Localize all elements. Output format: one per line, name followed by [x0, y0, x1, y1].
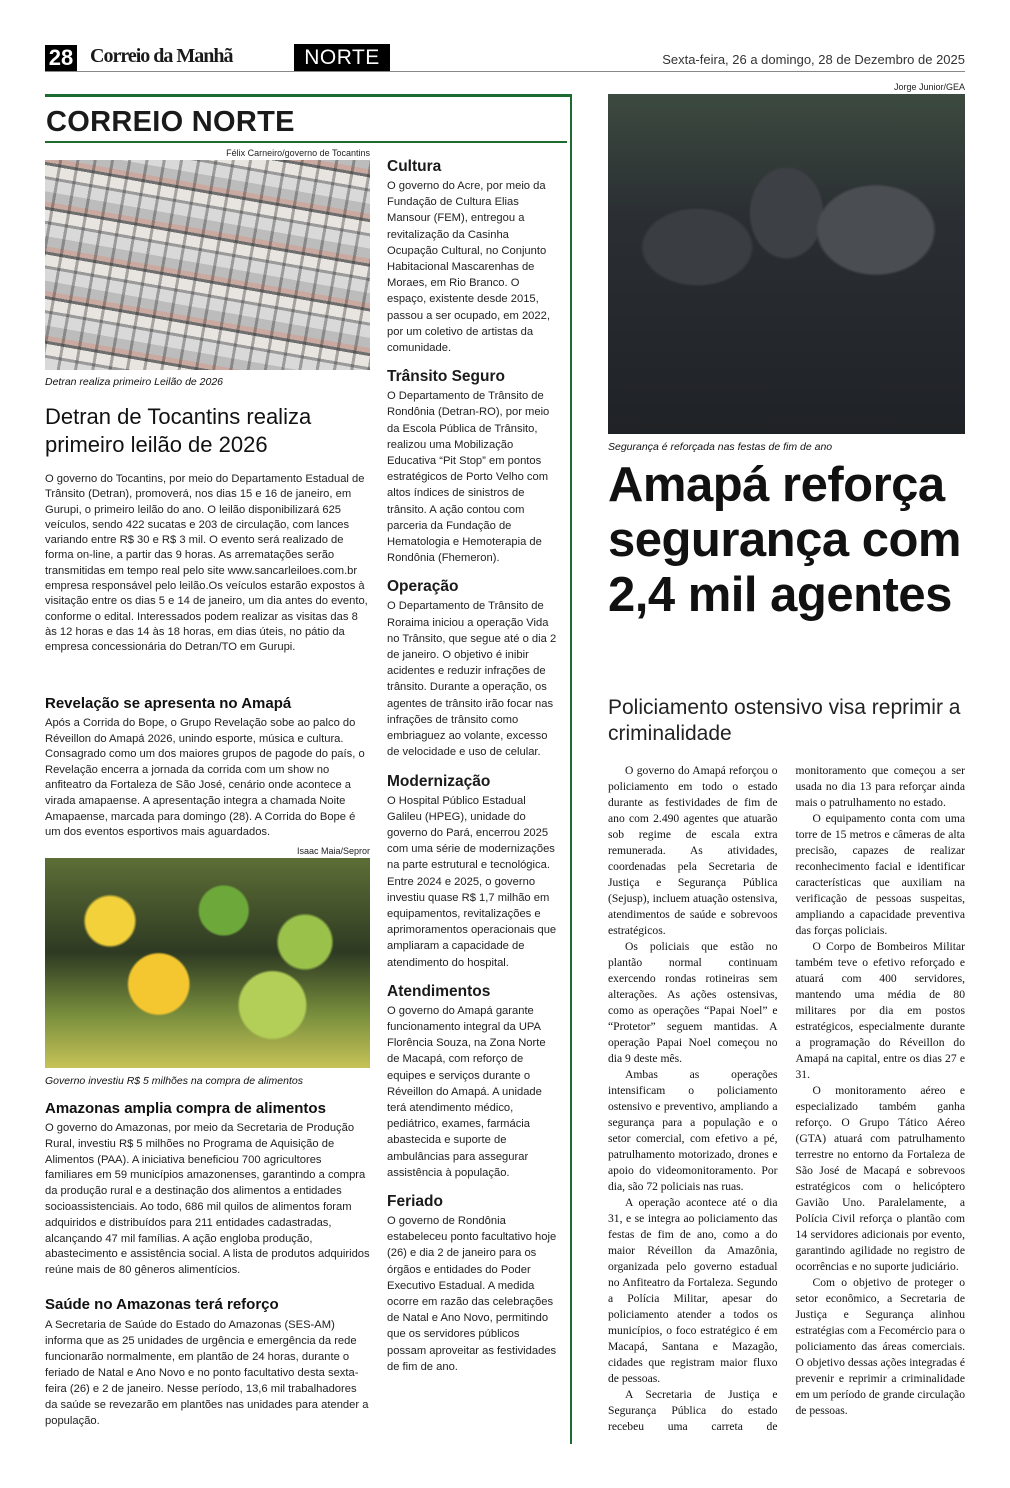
paragraph: O monitoramento aéreo e especializado também ganha reforço. O Grupo Tático Aéreo (GTA) atuará com patrulhamento terrestre no entorno da Fortaleza de São José de Macapá e sobrevoos estratégicos com o helicóptero Gavião Uno. Paralelamente, a Polícia Civil reforça o plantão com 14 servidores adicionais por evento, garantindo agilidade no registro de ocorrências e no suporte judiciário.: [795, 1084, 965, 1273]
section-kicker: CORREIO NORTE: [46, 106, 295, 138]
story-body: Após a Corrida do Bope, o Grupo Revelação sobe ao palco do Réveillon do Amapá 2026, unindo esporte, música e cultura. Consagrado como um dos maiores grupos de pagode do país, o Revelação encerra a jornada da corrida com um show no anfiteatro da Fortaleza de São José, cenário onde acontece a virada amapaense. A apresentação integra a chamada Noite Amapaense, marcada para domingo (28). A Corrida do Bope é um dos eventos esportivos mais aguardados.: [45, 717, 365, 839]
brief-body: O Departamento de Trânsito de Roraima iniciou a operação Vida no Trânsito, que segue até o dia 2 de janeiro. O objetivo é inibir acidentes e reduzir infrações de trânsito. Durante a operação, os agentes de trânsito irão focar nas infrações de trânsito como embriaguez ao volante, excesso de velocidade e uso de celular.: [387, 600, 557, 759]
brief-title: Modernização: [387, 772, 491, 790]
paragraph: Com o objetivo de proteger o setor econômico, a Secretaria de Justiça e Segurança alinhou estratégias com a Fecomércio para o policiamento das áreas comerciais. O objetivo dessas ações integradas é prevenir e reprimir a criminalidade em um período de grande circulação de pessoas.: [795, 1276, 965, 1417]
main-headline: Amapá reforça segurança com 2,4 mil agentes: [608, 458, 961, 622]
kicker-underline: [45, 141, 567, 143]
paragraph: A operação acontece até o dia 31, e se integra ao policiamento das festas de fim de ano, como a do maior Réveillon da Amazônia, organizada pelo governo estadual no Anfiteatro da Fortaleza. Segundo a Polícia Militar, apesar do policiamento atender a todos os municípios, o foco estratégico é em Macapá, Santana e Mazagão, cidades que registram maior fluxo de pessoas.: [608, 1196, 778, 1385]
brief-notes-column: [387, 157, 557, 1386]
paragraph: O governo do Amapá reforçou o policiamento em todo o estado durante as festividades de fim de ano com 2.490 agentes que atuarão sob regime de escala extra remunerada. As atividades, coordenadas pela Secretaria de Justiça e Segurança Pública (Sejusp), incluem atuação ostensiva, atendimentos de saúde e sobrevoos estratégicos.: [608, 764, 778, 937]
main-subtitle: Policiamento ostensivo visa reprimir a criminalidade: [608, 696, 961, 745]
brief-note: [387, 157, 557, 356]
article-headline: Detran de Tocantins realiza primeiro leilão de 2026: [45, 404, 312, 457]
brief-title: Atendimentos: [387, 982, 491, 1000]
brief-body: O Departamento de Trânsito de Rondônia (Detran-RO), por meio da Escola Pública de Trânsito, realizou uma Mobilização Educativa “Pit Stop” em pontos estratégicos de Porto Velho com altos índices de sinistros de trânsito. A ação contou com parceria da Fundação de Hematologia e Hemoterapia de Rondônia (Fhemeron).: [387, 390, 550, 565]
header-divider: [45, 71, 965, 72]
brief-body: O Hospital Público Estadual Galileu (HPEG), unidade do governo do Pará, encerrou 2025 com uma série de modernizações na parte estrutural e tecnológica. Entre 2024 e 2025, o governo investiu quase R$ 1,7 milhão em equipamentos, revitalizações e aprimoramentos operacionais que ampliaram a capacidade de atendimento do hospital.: [387, 794, 557, 969]
photo-credit: Félix Carneiro/governo de Tocantins: [226, 148, 370, 158]
brief-note: [387, 367, 557, 566]
section-frame-top: [45, 94, 572, 97]
brief-body: O governo de Rondônia estabeleceu ponto facultativo hoje (26) e dia 2 de janeiro para os órgãos e entidades do Poder Executivo Estadual. A medida ocorre em razão das celebrações de Natal e Ano Novo, permitindo que os servidores públicos possam aproveitar as festividades de fim de ano.: [387, 1214, 557, 1373]
paragraph: Os policiais que estão no plantão normal continuam exercendo rondas rotineiras sem alterações. As ações ostensivas, como as operações “Papai Noel” e “Protetor” seguem mantidas. A operação Papai Noel começou no dia 9 deste mês.: [608, 940, 778, 1065]
brief-title: Operação: [387, 578, 459, 596]
brief-title: Feriado: [387, 1192, 443, 1210]
main-article-body: [608, 763, 965, 1435]
photo-car-lot: [45, 160, 370, 370]
story-title: Revelação se apresenta no Amapá: [45, 695, 292, 712]
page-number: 28: [45, 45, 77, 71]
photo-caption: Segurança é reforçada nas festas de fim de ano: [608, 441, 833, 453]
paragraph: A Secretaria de Justiça e Segurança Pública do estado recebeu uma carreta de monitoramento que começou a ser usada no dia 13 para reforçar ainda mais o patrulhamento no estado.: [608, 764, 965, 1433]
edition-date: Sexta-feira, 26 a domingo, 28 de Dezembro de 2025: [662, 52, 965, 67]
brief-body: O governo do Amapá garante funcionamento integral da UPA Florência Souza, na Zona Norte de Macapá, com reforço de equipes e serviços durante o Réveillon do Amapá. A unidade terá atendimento médico, pediátrico, exames, farmácia abastecida e suporte de ambulâncias para assegurar assistência à população.: [387, 1004, 546, 1179]
brief-note: [387, 577, 557, 760]
story-title: Amazonas amplia compra de alimentos: [45, 1100, 326, 1117]
photo-caption: Detran realiza primeiro Leilão de 2026: [45, 376, 224, 388]
paragraph: O Corpo de Bombeiros Militar também teve o efetivo reforçado e atuará com 400 servidores, mantendo uma média de 80 militares por dia em postos estratégicos, especialmente durante a programação do Réveillon do Amapá na capital, entre os dias 27 e 31.: [795, 940, 965, 1081]
photo-produce-market: [45, 858, 370, 1068]
photo-credit: Isaac Maia/Sepror: [296, 846, 370, 856]
story-body: O governo do Amazonas, por meio da Secretaria de Produção Rural, investiu R$ 5 milhões no Programa de Aquisição de Alimentos (PAA). A iniciativa beneficiou 700 agricultores familiares em 59 municípios amazonenses, garantindo a compra da produção rural e a destinação dos alimentos a entidades socioassistenciais. Ao todo, 686 mil quilos de alimentos foram adquiridos e distribuídos para 211 entidades cadastradas, alcançando 47 mil famílias. A ação engloba produção, abastecimento e assistência social. A lista de produtos adquiridos reúne mais de 80 gêneros alimentícios.: [45, 1122, 370, 1277]
section-frame-right: [570, 94, 572, 1444]
story-title: Saúde no Amazonas terá reforço: [45, 1296, 279, 1313]
section-label: NORTE: [294, 44, 390, 71]
brief-note: [387, 982, 557, 1181]
photo-police-officers: [608, 94, 965, 434]
brief-title: Cultura: [387, 158, 442, 175]
masthead-logo: Correio da Manhã: [90, 45, 233, 67]
paragraph: O equipamento conta com uma torre de 15 metros e câmeras de alta precisão, capazes de realizar reconhecimento facial e identificar características que auxiliam na verificação de pessoas suspeitas, ampliando a capacidade preventiva das forças policiais.: [795, 812, 965, 937]
story-body: A Secretaria de Saúde do Estado do Amazonas (SES-AM) informa que as 25 unidades de urgência e emergência da rede funcionarão normalmente, em plantão de 24 horas, durante o feriado de Natal e Ano Novo e no ponto facultativo desta sexta-feira (26) e 2 de janeiro. Nesse período, 13,6 mil trabalhadores da saúde se revezarão em plantões nas unidades para atender a população.: [45, 1319, 369, 1427]
brief-note: [387, 772, 557, 971]
photo-caption: Governo investiu R$ 5 milhões na compra de alimentos: [45, 1075, 303, 1087]
article-body: O governo do Tocantins, por meio do Departamento Estadual de Trânsito (Detran), promoverá, nos dias 15 e 16 de janeiro, em Gurupi, o primeiro leilão do ano. O leilão disponibilizará 625 veículos, sendo 422 sucatas e 203 de circulação, com lances variando entre R$ 30 e R$ 3 mil. O evento será realizado de forma on-line, a partir das 9 horas. As arrematações serão transmitidas em tempo real pelo site www.sancarleiloes.com.br empresa responsável pelo leilão.Os veículos estarão expostos à visitação entre os dias 5 e 14 de janeiro, um dia antes do evento, conforme o edital. Interessados podem realizar as visitas das 8 às 12 horas e das 14 às 18 horas, em dias úteis, no pátio da empresa concessionária do Detran/TO em Gurupi.: [45, 473, 368, 654]
photo-credit: Jorge Junior/GEA: [893, 82, 965, 92]
brief-note: [387, 1192, 557, 1375]
brief-title: Trânsito Seguro: [387, 368, 505, 386]
paragraph: Ambas as operações intensificam o policiamento ostensivo e preventivo, ampliando a segurança para a população e o setor comercial, com efetivo a pé, patrulhamento motorizado, drones e apoio do videomonitoramento. Por dia, são 72 policiais nas ruas.: [608, 1068, 778, 1193]
brief-body: O governo do Acre, por meio da Fundação de Cultura Elias Mansour (FEM), entregou a revitalização da Casinha Ocupação Cultural, no Conjunto Habitacional Mascarenhas de Moraes, em Rio Branco. O espaço, existente desde 2015, passou a ser ocupado, em 2022, por um coletivo de artistas da comunidade.: [387, 180, 550, 355]
